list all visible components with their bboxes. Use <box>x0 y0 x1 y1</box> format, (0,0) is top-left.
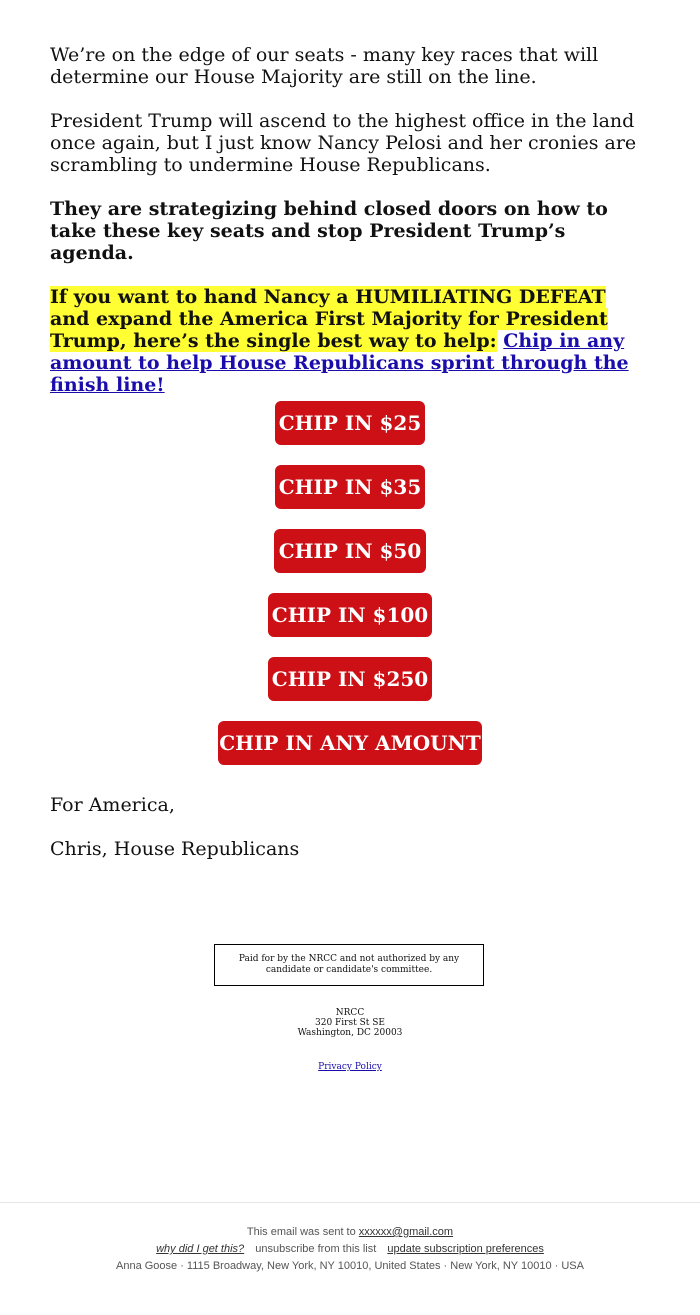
footer-divider <box>0 1202 700 1203</box>
closing-text: For America, <box>50 794 175 816</box>
sent-to-text: This email was sent to <box>246 1226 356 1238</box>
privacy-policy-link[interactable]: Privacy Policy <box>318 1062 382 1072</box>
disclaimer-text: Paid for by the NRCC and not authorized by any candidate or candidate's committee. <box>238 954 460 975</box>
chip-in-25-button[interactable]: CHIP IN $25 <box>275 401 425 445</box>
mailing-address <box>0 1008 700 1038</box>
footer-links-line <box>0 1241 700 1258</box>
update-preferences-link[interactable]: update subscription preferences <box>387 1243 544 1255</box>
sent-to-line <box>0 1224 700 1241</box>
chip-in-250-button[interactable]: CHIP IN $250 <box>268 657 432 701</box>
donation-buttons <box>0 401 700 785</box>
chip-in-link[interactable]: Chip in any amount to help House Republicans sprint through the finish line! <box>50 330 629 396</box>
address-org: NRCC <box>335 1008 365 1018</box>
chip-in-100-button[interactable]: CHIP IN $100 <box>268 593 432 637</box>
signature-text: Chris, House Republicans <box>50 838 300 860</box>
privacy-row <box>0 1062 700 1072</box>
chip-in-35-button[interactable]: CHIP IN $35 <box>275 465 425 509</box>
why-did-i-get-this-link[interactable]: why did I get this? <box>156 1243 245 1255</box>
highlighted-text: If you want to hand Nancy a HUMILIATING DEFEAT and expand the America First Majority for President Trump, here’s the single best way to help: <box>50 286 608 352</box>
address-city: Washington, DC 20003 <box>297 1028 403 1038</box>
paragraph-trump-ascend: President Trump will ascend to the highest office in the land once again, but I just know Nancy Pelosi and her cronies are scrambling to undermine House Republicans. <box>50 110 637 176</box>
recipient-email-link[interactable]: xxxxxx@gmail.com <box>358 1226 454 1238</box>
unsubscribe-text[interactable]: unsubscribe from this list <box>255 1243 377 1255</box>
chip-in-any-amount-button[interactable]: CHIP IN ANY AMOUNT <box>218 721 482 765</box>
chip-in-50-button[interactable]: CHIP IN $50 <box>274 529 426 573</box>
address-street: 320 First St SE <box>315 1018 385 1028</box>
sender-address: Anna Goose · 1115 Broadway, New York, NY 10010, United States · New York, NY 10010 · USA <box>116 1260 584 1272</box>
email-footer <box>0 1224 700 1275</box>
paragraph-edge-of-seats: We’re on the edge of our seats - many key races that will determine our House Majority are still on the line. <box>50 44 599 88</box>
email-body <box>50 44 650 418</box>
paragraph-strategizing: They are strategizing behind closed doors on how to take these key seats and stop President Trump’s agenda. <box>50 198 608 264</box>
paid-for-disclaimer <box>214 944 484 986</box>
paragraph-call-to-action <box>50 286 650 396</box>
